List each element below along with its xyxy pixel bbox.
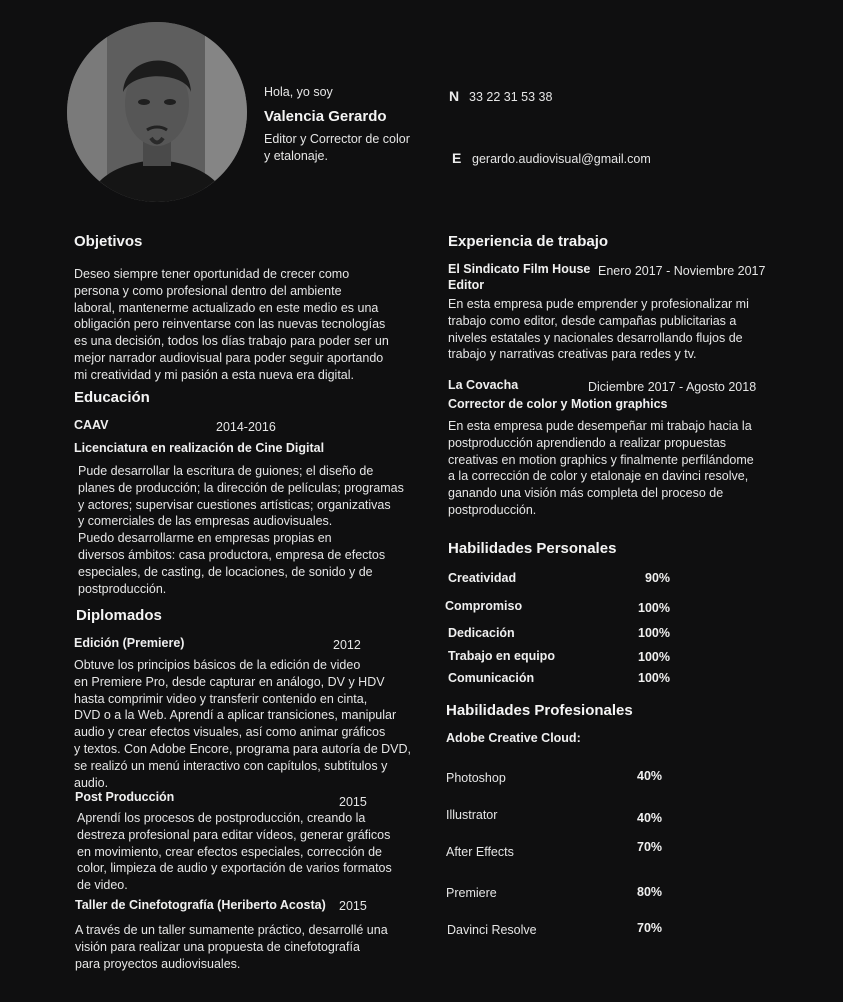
software-label: Premiere	[446, 886, 497, 900]
habilidades-personales-heading: Habilidades Personales	[448, 540, 617, 557]
software-label: After Effects	[446, 845, 514, 859]
job-company: El Sindicato Film House	[448, 262, 591, 276]
skill-value: 100%	[638, 650, 670, 664]
email-address: gerardo.audiovisual@gmail.com	[472, 152, 651, 166]
person-name: Valencia Gerardo	[264, 108, 387, 125]
job-position: Corrector de color y Motion graphics	[448, 397, 668, 411]
skill-label: Compromiso	[445, 599, 523, 613]
skill-label: Trabajo en equipo	[448, 649, 555, 663]
diploma-year: 2012	[333, 638, 361, 652]
software-label: Illustrator	[446, 808, 498, 822]
skill-label: Comunicación	[448, 671, 535, 685]
role: Editor y Corrector de color y etalonaje.	[264, 132, 410, 163]
software-value: 70%	[637, 921, 663, 935]
skill-label: Dedicación	[448, 626, 515, 640]
software-label: Davinci Resolve	[447, 923, 537, 937]
software-value: 80%	[637, 885, 663, 899]
phone-number: 33 22 31 53 38	[469, 90, 553, 104]
skill-value: 100%	[638, 626, 670, 640]
diploma-title: Edición (Premiere)	[74, 636, 185, 650]
skill-value: 100%	[638, 601, 670, 615]
skill-label: Creatividad	[448, 571, 517, 585]
skill-value: 100%	[638, 671, 670, 685]
diplomados-heading: Diplomados	[76, 607, 162, 624]
software-label: Photoshop	[446, 771, 506, 785]
school-years: 2014-2016	[216, 420, 276, 434]
job-dates: Diciembre 2017 - Agosto 2018	[588, 380, 757, 394]
software-value: 40%	[637, 769, 663, 783]
job-position: Editor	[448, 278, 485, 292]
diploma-text: A través de un taller sumamente práctico, desarrollé una visión para realizar una propuesta de cinefotografía para proyectos audiovisuales.	[75, 923, 388, 971]
diploma-year: 2015	[339, 899, 367, 913]
diploma-title: Taller de Cinefotografía (Heriberto Acosta)	[75, 898, 326, 912]
software-value: 70%	[637, 840, 663, 854]
job-dates: Enero 2017 - Noviembre 2017	[598, 264, 766, 278]
profile-photo	[67, 22, 247, 202]
diploma-text: Obtuve los principios básicos de la edición de video en Premiere Pro, desde capturar en análogo, DV y HDV hasta comprimir video y transferir contenido en cinta, DVD o a la Web. Aprendí a aplicar transiciones, manipular audio y crear efectos visuales, así como animar gráficos y textos. Con Adobe Encore, programa para autoría de DVD, se realizó un menú interactivo con capítulos, subtítulos y audio.	[74, 658, 411, 790]
skill-value: 90%	[645, 571, 671, 585]
job-description: En esta empresa pude emprender y profesionalizar mi trabajo como editor, desde campañas publicitarias a niveles estatales y nacionales desarrollando flujos de trabajo y narrativas creativas para redes y tv.	[448, 297, 749, 362]
job-company: La Covacha	[448, 378, 519, 392]
educacion-heading: Educación	[74, 389, 150, 406]
habilidades-profesionales-heading: Habilidades Profesionales	[446, 702, 633, 719]
diploma-text: Aprendí los procesos de postproducción, creando la destreza profesional para editar vídeos, generar gráficos en movimiento, crear efectos especiales, corrección de color, limpieza de audio y exportación de varios formatos de video.	[77, 811, 392, 893]
degree-title: Licenciatura en realización de Cine Digital	[74, 441, 325, 455]
diploma-year: 2015	[339, 795, 367, 809]
job-description: En esta empresa pude desempeñar mi trabajo hacia la postproducción aprendiendo a realizar propuestas creativas en motion graphics y finalmente perfilándome a la corrección de color y etalonaje en davinci resolve, ganando una visión más completa del proceso de postproducción.	[448, 419, 754, 517]
greeting: Hola, yo soy	[264, 85, 333, 99]
objetivos-heading: Objetivos	[74, 233, 143, 250]
diploma-title: Post Producción	[75, 790, 175, 804]
phone-label: N	[449, 88, 460, 104]
educacion-text: Pude desarrollar la escritura de guiones; el diseño de planes de producción; la dirección de películas; programas y actores; supervisar cuestiones artísticas; organizativas y comerciales de las empresas audiovisuales. Puedo desarrollarme en empresas propias en diversos ámbitos: casa productora, empresa de efectos especiales, de casting, de locaciones, de sonido y de postproducción.	[78, 464, 404, 596]
software-suite-label: Adobe Creative Cloud:	[446, 731, 581, 745]
objetivos-text: Deseo siempre tener oportunidad de crecer como persona y como profesional dentro del ambiente laboral, mantenerme actualizado en este medio es una obligación pero reinventarse con las nuevas tecnologías es una decisión, todos los días trabajo para poder ser un mejor narrador audiovisual para poder seguir aportando mi creatividad y mi pasión a esta nueva era digital.	[74, 267, 389, 382]
school-name: CAAV	[74, 418, 109, 432]
software-value: 40%	[637, 811, 663, 825]
email-label: E	[452, 150, 462, 166]
experiencia-heading: Experiencia de trabajo	[448, 233, 609, 250]
